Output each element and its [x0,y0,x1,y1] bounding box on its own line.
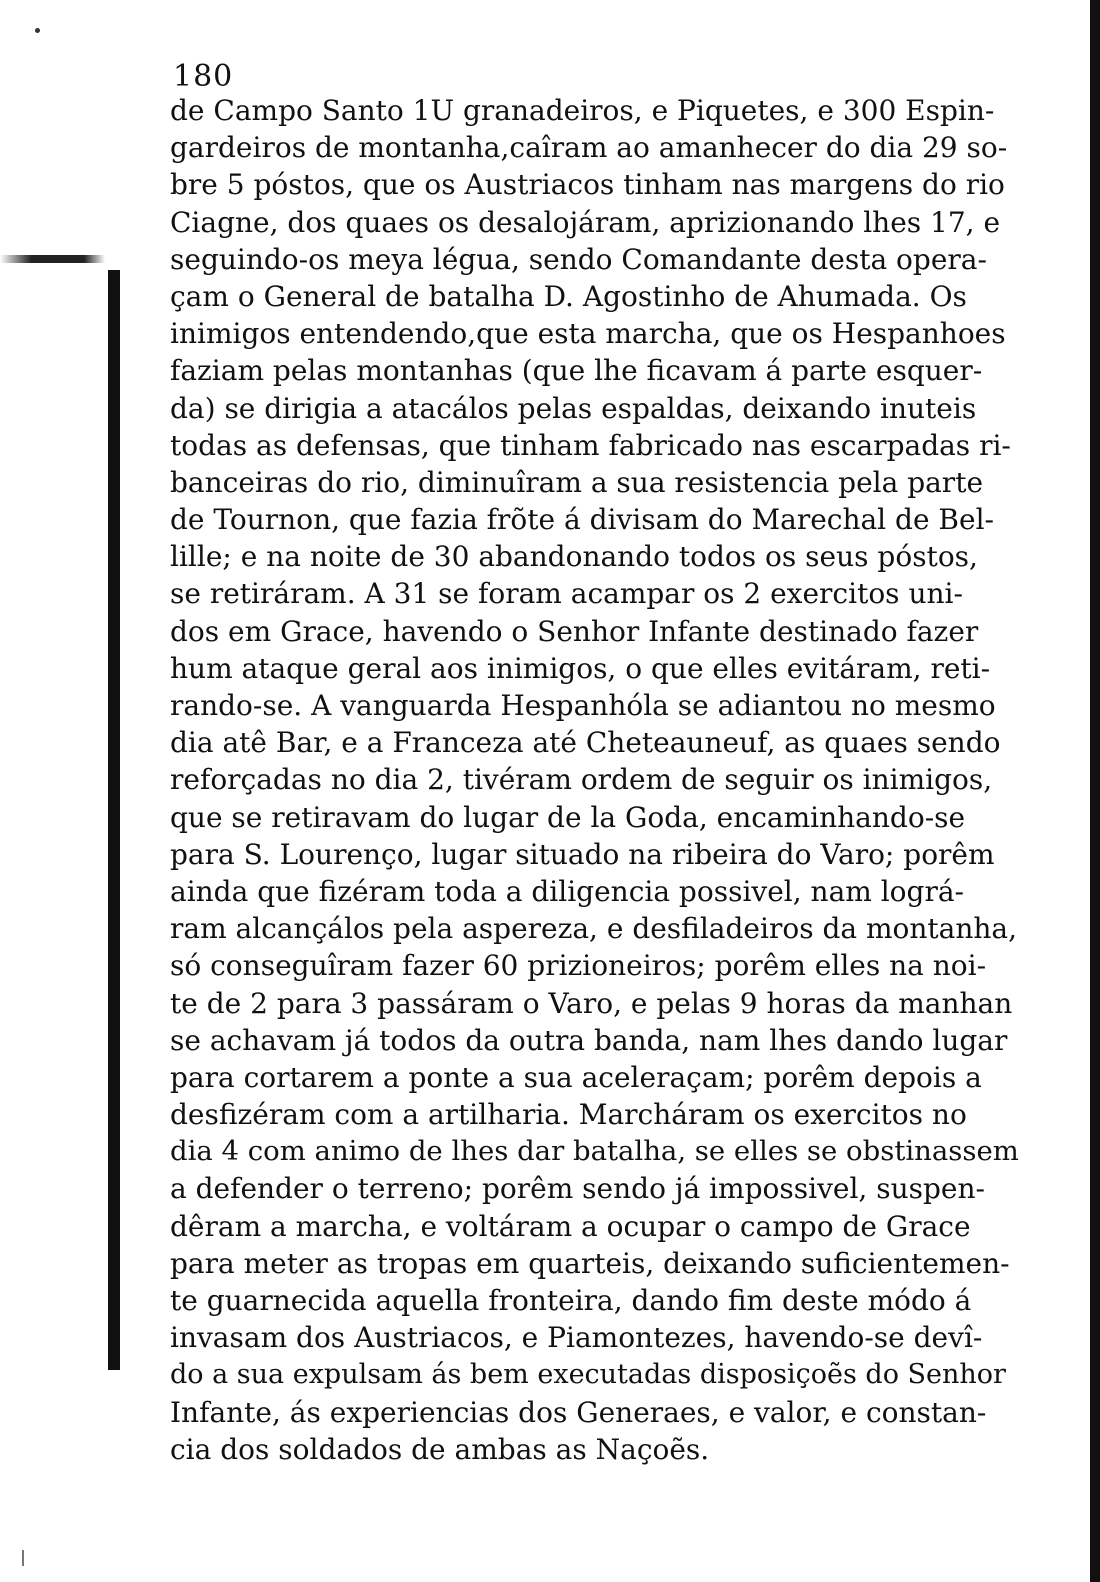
ink-speck [35,28,40,33]
text-line: faziam pelas montanhas (que lhe ficavam á parte esquer- [170,354,983,388]
text-line: desfizéram com a artilharia. Marcháram os exercitos no [170,1098,967,1132]
text-line: dos em Grace, havendo o Senhor Infante destinado fazer [170,614,979,648]
text-line: de Tournon, que fazia frõte á divisam do Marechal de Bel- [170,503,994,537]
ink-mark [22,1550,24,1566]
text-line: se retiráram. A 31 se foram acampar os 2 exercitos uni- [170,577,963,611]
text-line: só conseguîram fazer 60 prizioneiros; porêm elles na noi- [170,949,987,983]
text-line: ram alcançálos pela aspereza, e desfiladeiros da montanha, [170,912,1018,946]
text-line: invasam dos Austriacos, e Piamontezes, havendo-se devî- [170,1321,983,1355]
text-line: de Campo Santo 1U granadeiros, e Piquetes, e 300 Espin- [170,94,995,127]
page-number: 180 [173,59,234,94]
body-text [170,92,1020,1468]
text-line: para S. Lourenço, lugar situado na ribeira do Varo; porêm [170,837,995,871]
text-line: cia dos soldados de ambas as Naçoẽs. [170,1432,710,1466]
text-line: se achavam já todos da outra banda, nam lhes dando lugar [170,1023,1008,1057]
text-line: rando-se. A vanguarda Hespanhóla se adiantou no mesmo [170,689,996,722]
text-line: banceiras do rio, diminuîram a sua resistencia pela parte [170,465,984,499]
text-line: do a sua expulsam ás bem executadas disposiçoẽs do Senhor [170,1359,1006,1391]
text-line: Infante, ás experiencias dos Generaes, e valor, e constan- [170,1395,987,1429]
text-line: te guarnecida aquella fronteira, dando fim deste módo á [170,1284,972,1317]
text-line: reforçadas no dia 2, tivéram ordem de seguir os inimigos, [170,763,993,797]
text-line: te de 2 para 3 passáram o Varo, e pelas 9 horas da manhan [170,986,1013,1020]
text-line: dia 4 com animo de lhes dar batalha, se elles se obstinassem [170,1135,1019,1168]
text-line: todas as defensas, que tinham fabricado nas escarpadas ri- [170,428,1011,462]
page-edge-shadow [1090,0,1100,1582]
margin-rule [108,270,120,1370]
text-line: gardeiros de montanha,caîram ao amanhecer do dia 29 so- [170,131,1008,165]
text-line: bre 5 póstos, que os Austriacos tinham nas margens do rio [170,168,1005,202]
text-line: inimigos entendendo,que esta marcha, que os Hespanhoes [170,317,1006,351]
text-line: lille; e na noite de 30 abandonando todos os seus póstos, [170,540,978,574]
text-line: hum ataque geral aos inimigos, o que elles evitáram, reti- [170,651,991,685]
text-line: que se retiravam do lugar de la Goda, encaminhando-se [170,800,966,834]
text-line: ainda que fizéram toda a diligencia possivel, nam lográ- [170,874,964,908]
text-line: seguindo-os meya légua, sendo Comandante desta opera- [170,242,987,276]
text-line: çam o General de batalha D. Agostinho de Ahumada. Os [170,279,967,313]
text-line: a defender o terreno; porêm sendo já impossivel, suspen- [170,1172,985,1206]
text-line: da) se dirigia a atacálos pelas espaldas, deixando inuteis [170,391,977,425]
text-line: dêram a marcha, e voltáram a ocupar o campo de Grace [170,1209,971,1243]
margin-rule-tip [0,255,105,263]
text-line: Ciagne, dos quaes os desalojáram, aprizionando lhes 17, e [170,205,1001,239]
text-line: para meter as tropas em quarteis, deixando suficientemen- [170,1246,1010,1280]
text-line: para cortarem a ponte a sua aceleraçam; porêm depois a [170,1060,982,1094]
text-line: dia atê Bar, e a Franceza até Cheteauneuf, as quaes sendo [170,726,1001,760]
